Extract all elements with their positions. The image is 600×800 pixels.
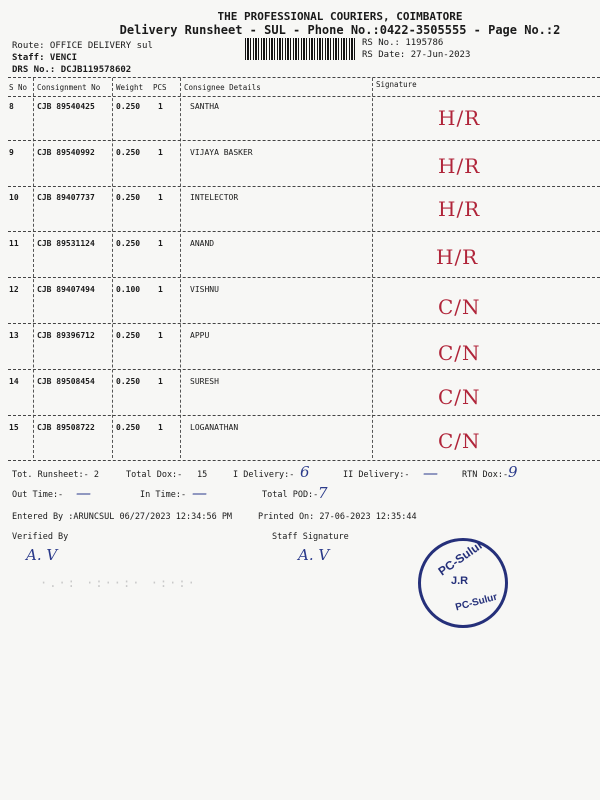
col-weight: Weight xyxy=(116,83,144,92)
row-consignment: CJB 89508722 xyxy=(37,423,95,432)
row-pcs: 1 xyxy=(158,285,163,294)
i-delivery-value: 6 xyxy=(300,463,310,481)
table-row xyxy=(0,239,600,285)
row-pcs: 1 xyxy=(158,423,163,432)
row-sno: 10 xyxy=(9,193,19,202)
col-pcs: PCS xyxy=(153,83,167,92)
row-sno: 8 xyxy=(9,102,14,111)
row-consignee: ANAND xyxy=(190,239,215,248)
entered-by: Entered By :ARUNCSUL 06/27/2023 12:34:56 PM xyxy=(12,512,233,522)
row-separator xyxy=(8,369,600,370)
rtn-dox-value: 9 xyxy=(508,463,518,481)
stamp-text-top: PC-Sulur xyxy=(435,537,486,579)
row-signature: C/N xyxy=(438,341,481,365)
company-title: THE PROFESSIONAL COURIERS, COIMBATORE xyxy=(217,10,463,23)
out-time-label: Out Time:- xyxy=(12,490,64,500)
col-consignment: Consignment No xyxy=(37,83,101,92)
col-consignee: Consignee Details xyxy=(184,83,261,92)
row-signature: H/R xyxy=(438,106,481,130)
printed-on: Printed On: 27-06-2023 12:35:44 xyxy=(258,512,417,522)
stamp-text-bottom: PC-Sulur xyxy=(454,591,499,614)
ii-delivery-label: II Delivery:- xyxy=(343,470,410,480)
row-consignee: SURESH xyxy=(190,377,219,386)
row-consignment: CJB 89407494 xyxy=(37,285,95,294)
rs-number: RS No.: 1195786 xyxy=(362,38,444,48)
row-separator xyxy=(8,323,600,324)
row-signature: C/N xyxy=(438,385,481,409)
row-sno: 14 xyxy=(9,377,19,386)
table-row xyxy=(0,102,600,148)
row-sno: 15 xyxy=(9,423,19,432)
row-consignee: SANTHA xyxy=(190,102,219,111)
row-separator xyxy=(8,231,600,232)
total-dox-label: Total Dox:- xyxy=(126,470,183,480)
row-pcs: 1 xyxy=(158,148,163,157)
row-weight: 0.250 xyxy=(116,331,141,340)
in-time-label: In Time:- xyxy=(140,490,187,500)
row-signature: H/R xyxy=(438,154,481,178)
out-time-value: — xyxy=(76,484,91,502)
total-pod-value: 7 xyxy=(318,484,328,502)
rtn-dox-label: RTN Dox:- xyxy=(462,470,509,480)
drs-number: DRS No.: DCJB119578602 xyxy=(12,65,132,75)
i-delivery-label: I Delivery:- xyxy=(233,470,295,480)
row-consignment: CJB 89540992 xyxy=(37,148,95,157)
row-pcs: 1 xyxy=(158,331,163,340)
row-sno: 12 xyxy=(9,285,19,294)
verified-by-label: Verified By xyxy=(12,532,69,542)
ii-delivery-value: — xyxy=(423,464,438,482)
faint-print: ·.·: ·:··:· ·:·:· xyxy=(40,576,197,590)
row-sno: 9 xyxy=(9,148,14,157)
row-signature: H/R xyxy=(438,197,481,221)
table-row xyxy=(0,285,600,331)
row-sno: 13 xyxy=(9,331,19,340)
row-weight: 0.250 xyxy=(116,423,141,432)
in-time-value: — xyxy=(192,484,207,502)
staff-signature: A. V xyxy=(298,546,330,564)
row-consignee: INTELECTOR xyxy=(190,193,239,202)
row-pcs: 1 xyxy=(158,377,163,386)
barcode xyxy=(245,38,357,60)
runsheet-subtitle: Delivery Runsheet - SUL - Phone No.:0422-3505555 - Page No.:2 xyxy=(119,23,561,37)
table-bottom-line xyxy=(8,460,600,461)
table-row xyxy=(0,331,600,377)
row-signature: C/N xyxy=(438,429,481,453)
row-pcs: 1 xyxy=(158,193,163,202)
route-label: Route: OFFICE DELIVERY sul xyxy=(12,41,153,51)
total-runsheet: Tot. Runsheet:- 2 xyxy=(12,470,99,480)
header-bottom-line xyxy=(8,96,600,97)
row-separator xyxy=(8,277,600,278)
row-separator xyxy=(8,186,600,187)
total-dox-value: 15 xyxy=(197,470,208,480)
row-consignment: CJB 89540425 xyxy=(37,102,95,111)
row-consignment: CJB 89508454 xyxy=(37,377,95,386)
row-consignee: VISHNU xyxy=(190,285,219,294)
total-pod-label: Total POD:- xyxy=(262,490,319,500)
row-pcs: 1 xyxy=(158,102,163,111)
row-sno: 11 xyxy=(9,239,19,248)
staff-label: Staff: VENCI xyxy=(12,53,78,63)
rs-date: RS Date: 27-Jun-2023 xyxy=(362,50,471,60)
row-signature: C/N xyxy=(438,295,481,319)
row-consignment: CJB 89396712 xyxy=(37,331,95,340)
row-signature: H/R xyxy=(436,245,479,269)
row-pcs: 1 xyxy=(158,239,163,248)
staff-signature-label: Staff Signature xyxy=(272,532,349,542)
table-row xyxy=(0,148,600,194)
row-consignee: VIJAYA BASKER xyxy=(190,148,253,157)
row-separator xyxy=(8,140,600,141)
col-signature: Signature xyxy=(376,80,417,89)
table-row xyxy=(0,193,600,239)
verified-signature: A. V xyxy=(26,546,58,564)
table-row xyxy=(0,377,600,423)
row-weight: 0.250 xyxy=(116,148,141,157)
row-separator xyxy=(8,415,600,416)
table-top-line xyxy=(8,77,600,78)
col-sno: S No xyxy=(9,83,28,92)
row-consignment: CJB 89531124 xyxy=(37,239,95,248)
row-weight: 0.250 xyxy=(116,239,141,248)
row-consignee: APPU xyxy=(190,331,210,340)
row-consignment: CJB 89407737 xyxy=(37,193,95,202)
row-weight: 0.250 xyxy=(116,193,141,202)
office-stamp xyxy=(418,538,508,628)
stamp-text-mid: J.R xyxy=(451,575,469,587)
row-weight: 0.100 xyxy=(116,285,141,294)
row-consignee: LOGANATHAN xyxy=(190,423,239,432)
row-weight: 0.250 xyxy=(116,102,141,111)
row-weight: 0.250 xyxy=(116,377,141,386)
